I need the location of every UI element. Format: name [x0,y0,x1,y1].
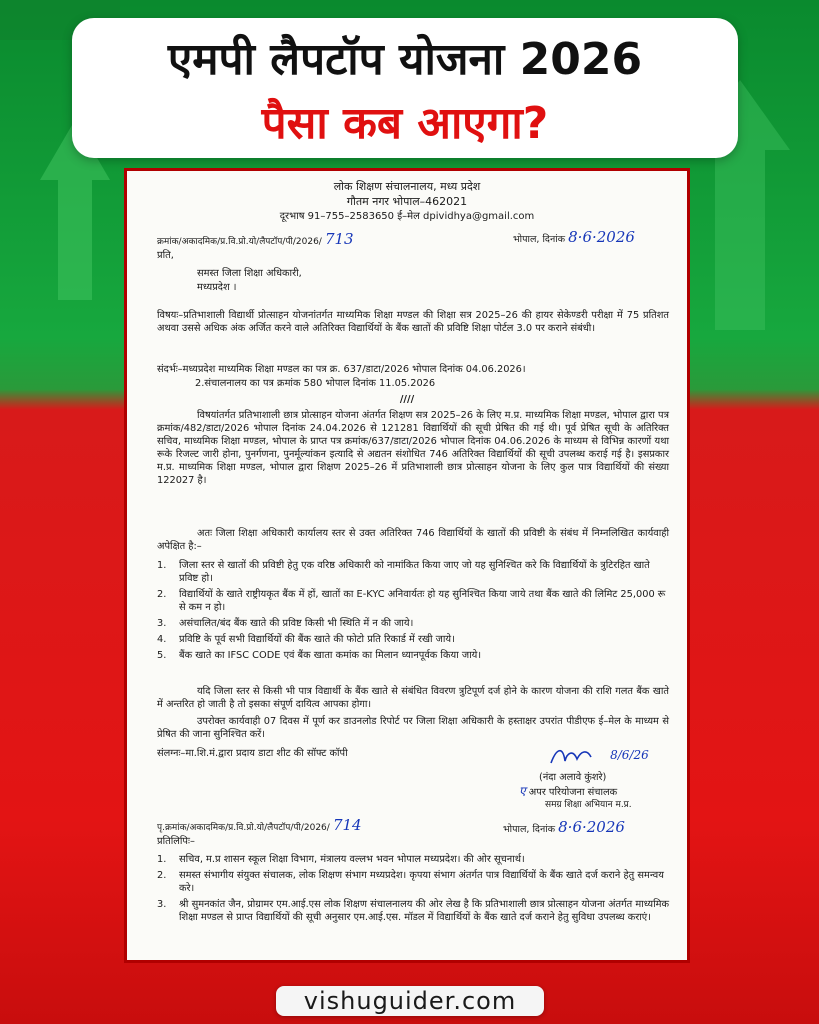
date-handwritten: 8·6·2026 [568,228,635,246]
list-item: 2. विद्यार्थियों के खाते राष्ट्रीयकृत बैंक में हों, खातों का E-KYC अनिवार्यतः हो यह सुनिश्चित किया जाये तथा बैंक खाते की लिमिट 25,000 रू से कम न हो। [157,589,666,613]
signatory-mark: ए [519,784,526,798]
separator: //// [399,394,415,405]
list-item: 5. बैंक खाते का IFSC CODE एवं बैंक खाता कमांक का मिलान ध्यानपूर्वक किया जाये। [157,650,482,661]
letter-org: लोक शिक्षण संचालनालय, मध्य प्रदेश [333,180,481,193]
signatory-designation: ए अपर परियोजना संचालक [519,784,618,798]
list-item: 1. सचिव, म.प्र शासन स्कूल शिक्षा विभाग, मंत्रालय वल्लभ भवन भोपाल मध्यप्रदेश। की ओर सूचनार्थ। [157,854,525,865]
prati: प्रति, [157,250,174,261]
ref-number: 713 [324,230,354,248]
body-paragraph-4: उपरोक्त कार्यवाही 07 दिवस में पूर्ण कर डाउनलोड रिपोर्ट पर जिला शिक्षा अधिकारी के हस्ताक्षर उपरांत पीडीएफ ई–मेल के माध्यम से प्रेषित की जाना सुनिश्चित करें। [157,716,669,740]
body-paragraph-3: यदि जिला स्तर से किसी भी पात्र विद्यार्थी के बैंक खाते से संबंधित विवरण त्रुटिपूर्ण दर्ज होने के कारण योजना की राशि गलत बैंक खाते में अन्तरित हो जाती है तो इसका संपूर्ण दायित्व आपका होगा। [157,686,669,710]
copy-ref-number: 714 [332,816,362,834]
official-letter [124,168,690,963]
copy-date-handwritten: 8·6·2026 [558,818,625,836]
signatory-office: समग्र शिक्षा अभियान म.प्र. [545,800,632,810]
body-paragraph-1: विषयांतर्गत प्रतिभाशाली छात्र प्रोत्साहन योजना अंतर्गत शिक्षण सत्र 2025–26 के लिए म.प्र. माध्यमिक शिक्षा मण्डल, भोपाल द्वारा पत्र क्रमांक/482/डाटा/2026 भोपाल दिनांक 24.04.2026 से 121281 विद्यार्थियों की सूची प्रेषित की गई थी। पूर्व प्रेषित सूची के अतिरिक्त सचिव, माध्यमिक शिक्षा मण्डल, भोपाल के प्राप्त पत्र क्रमांक/637/डाटा/2026 भोपाल दिनांक 04.06.2026 के माध्यम से विभिन्न कारणों यथा रूके रिजल्ट जारी होना, पुनर्गणना, पुनर्मूल्यांकन इत्यादि से अद्यतन संशोधित 746 अतिरिक्त विद्यार्थियों की सूची उपलब्ध कराई गई है। इसप्रकार म.प्र. माध्यमिक शिक्षा मण्डल, भोपाल द्वारा शिक्षण 2025–26 में प्रतिभाशाली छात्र प्रोत्साहन योजना के लिए कुल पात्र विद्यार्थियों की संख्या 122027 है। [157,410,669,486]
copy-ref-line [157,816,362,835]
letter-header [127,179,687,224]
copy-ref-text: पृ.क्रमांक/अकादमिक/प्र.वि.प्रो.यो/लैपटॉप/पी/2026/ [157,823,330,833]
letter-address: गौतम नगर भोपाल–462021 [346,195,468,208]
page-title: एमपी लैपटॉप योजना 2026 [167,34,643,85]
recipient [197,267,302,295]
list-item: 2. समस्त संभागीय संयुक्त संचालक, लोक शिक्षण संभाग मध्यप्रदेश। कृपया संभाग अंतर्गत पात्र विद्यार्थियों के बैंक खाते दर्ज कराने हेतु समन्वय करे। [157,870,664,894]
recipient-line1: समस्त जिला शिक्षा अधिकारी, [197,268,302,279]
reference-1: संदर्भः–मध्यप्रदेश माध्यमिक शिक्षा मण्डल का पत्र क्र. 637/डाटा/2026 भोपाल दिनांक 04.06.2026। [157,364,526,375]
ref-line [157,230,354,249]
signatory-name: (नंदा अलावे कुंशरे) [539,772,607,783]
list-item: 1. जिला स्तर से खातों की प्रविष्टी हेतु एक वरिष्ठ अधिकारी को नामांकित किया जाए जो यह सुनिश्चित करे कि विद्यार्थियों के त्रुटिरहित खाते प्रविष्ट हो। [157,560,650,584]
title-card [72,18,738,158]
signature-block [547,743,649,773]
copy-list [157,853,669,927]
signature-scribble [547,743,607,769]
body-paragraph-2: अतः जिला शिक्षा अधिकारी कार्यालय स्तर से उक्त अतिरिक्त 746 विद्यार्थियों के खातों की प्रविष्टी के संबंध में निम्नलिखित कार्यवाही अपेक्षित है:– [157,528,669,552]
letter-contact: दूरभाष 91–755–2583650 ई–मेल dpividhya@gmail.com [279,211,535,222]
enclosure: संलग्नः–मा.शि.मं.द्वारा प्रदाय डाटा शीट की सॉफ्ट कॉपी [157,748,348,759]
recipient-line2: मध्यप्रदेश । [197,282,237,293]
copy-date-label: भोपाल, दिनांक [503,824,556,835]
list-item: 3. असंचालित/बंद बैंक खाते की प्रविष्ट किसी भी स्थिति में न की जाये। [157,618,414,629]
website-link[interactable]: vishuguider.com [276,986,544,1016]
ref-line-text: क्रमांक/अकादमिक/प्र.वि.प्रो.यो/लैपटॉप/पी/2026/ [157,237,322,247]
action-list [157,559,669,665]
list-item: 3. श्री सुमनकांत जैन, प्रोग्रामर एम.आई.एस लोक शिक्षण संचालनालय की ओर लेख है कि प्रतिभाशाली छात्र प्रोत्साहन योजना अंतर्गत माध्यमिक शिक्षा मण्डल से प्राप्त विद्यार्थियों की सूची अनुसार एम.आई.एस. मॉडल में विद्यार्थियों के बैंक खाते दर्ज कराने हेतु सुविधा उपलब्ध कराएं। [157,899,670,923]
copy-date [503,818,625,836]
signature-date: 8/6/26 [610,748,649,762]
reference-2: 2.संचालनालय का पत्र क्रमांक 580 भोपाल दिनांक 11.05.2026 [195,378,436,389]
copy-heading: प्रतिलिपिः– [157,836,195,847]
subject: विषयः–प्रतिभाशाली विद्यार्थी प्रोत्साहन योजनांतर्गत माध्यमिक शिक्षा मण्डल की शिक्षा सत्र 2025–26 की हायर सेकेण्डरी परीक्षा में 75 प्रतिशत अथवा उससे अधिक अंक अर्जित करने वाले अतिरिक्त विद्यार्थियों के बैंक खातों की प्रविष्टि शिक्षा पोर्टल 3.0 पर कराने संबंधी। [157,310,669,334]
list-item: 4. प्रविष्टि के पूर्व सभी विद्यार्थियों की बैंक खाते की फोटो प्रति रिकार्ड में रखी जाये। [157,634,455,645]
letter-date [513,228,635,246]
date-label: भोपाल, दिनांक [513,234,566,245]
page-subtitle: पैसा कब आएगा? [261,98,549,149]
